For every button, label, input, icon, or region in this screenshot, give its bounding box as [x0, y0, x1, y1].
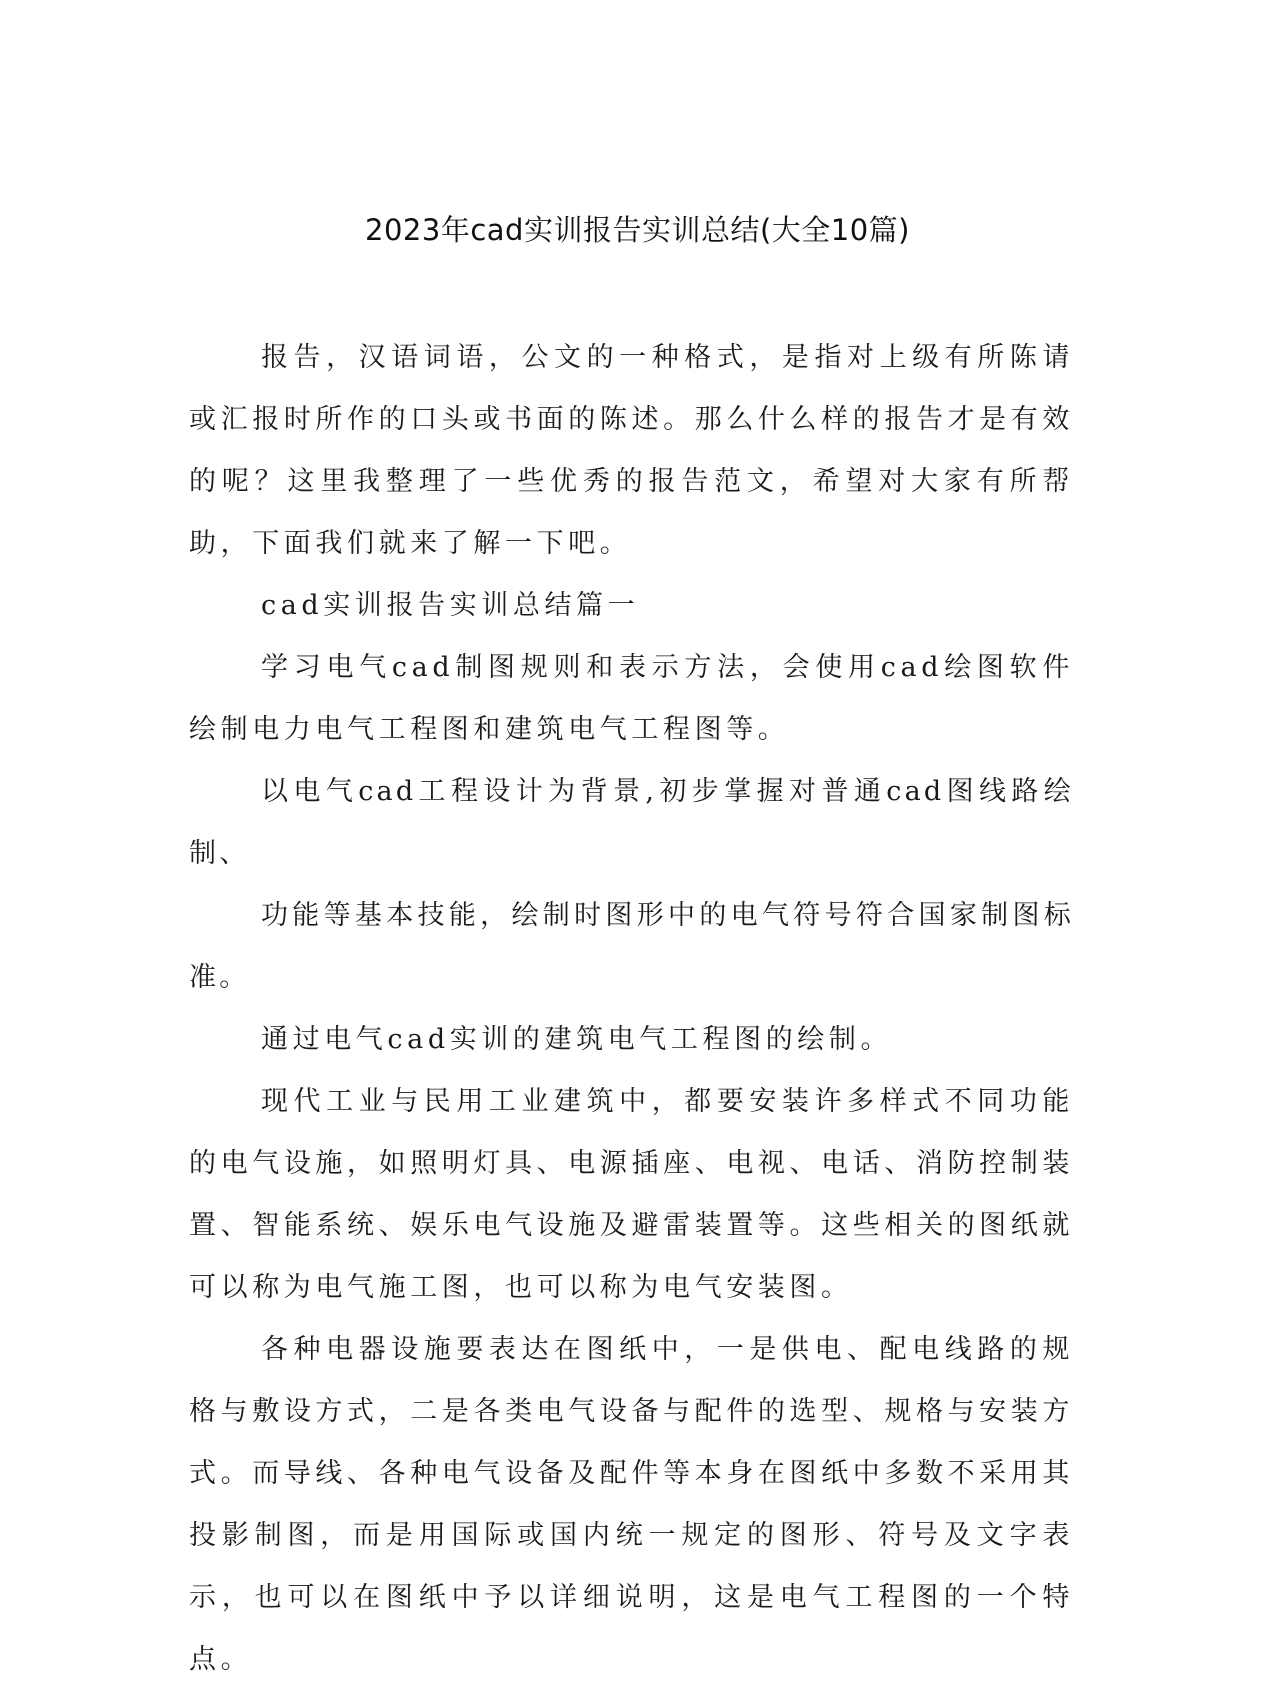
document-body	[189, 327, 1074, 1691]
intro-paragraph: 报告，汉语词语，公文的一种格式，是指对上级有所陈请或汇报时所作的口头或书面的陈述。那么什么样的报告才是有效的呢？这里我整理了一些优秀的报告范文，希望对大家有所帮助，下面我们就来了解一下吧。	[189, 342, 1074, 559]
document-title: 2023年cad实训报告实训总结(大全10篇)	[365, 213, 910, 247]
body-paragraph: 现代工业与民用工业建筑中，都要安装许多样式不同功能的电气设施，如照明灯具、电源插座、电视、电话、消防控制装置、智能系统、娱乐电气设施及避雷装置等。这些相关的图纸就可以称为电气施工图，也可以称为电气安装图。	[189, 1086, 1074, 1303]
body-paragraph: 各种电器设施要表达在图纸中，一是供电、配电线路的规格与敷设方式，二是各类电气设备与配件的选型、规格与安装方式。而导线、各种电气设备及配件等本身在图纸中多数不采用其投影制图，而是用国际或国内统一规定的图形、符号及文字表示，也可以在图纸中予以详细说明，这是电气工程图的一个特点。	[189, 1334, 1074, 1675]
body-paragraph: 以电气cad工程设计为背景,初步掌握对普通cad图线路绘制、	[189, 776, 1074, 869]
body-paragraph: 学习电气cad制图规则和表示方法，会使用cad绘图软件绘制电力电气工程图和建筑电气工程图等。	[189, 652, 1074, 745]
body-paragraph: 功能等基本技能，绘制时图形中的电气符号符合国家制图标准。	[189, 900, 1074, 993]
section-heading: cad实训报告实训总结篇一	[261, 590, 640, 621]
body-paragraph: 通过电气cad实训的建筑电气工程图的绘制。	[261, 1024, 893, 1055]
